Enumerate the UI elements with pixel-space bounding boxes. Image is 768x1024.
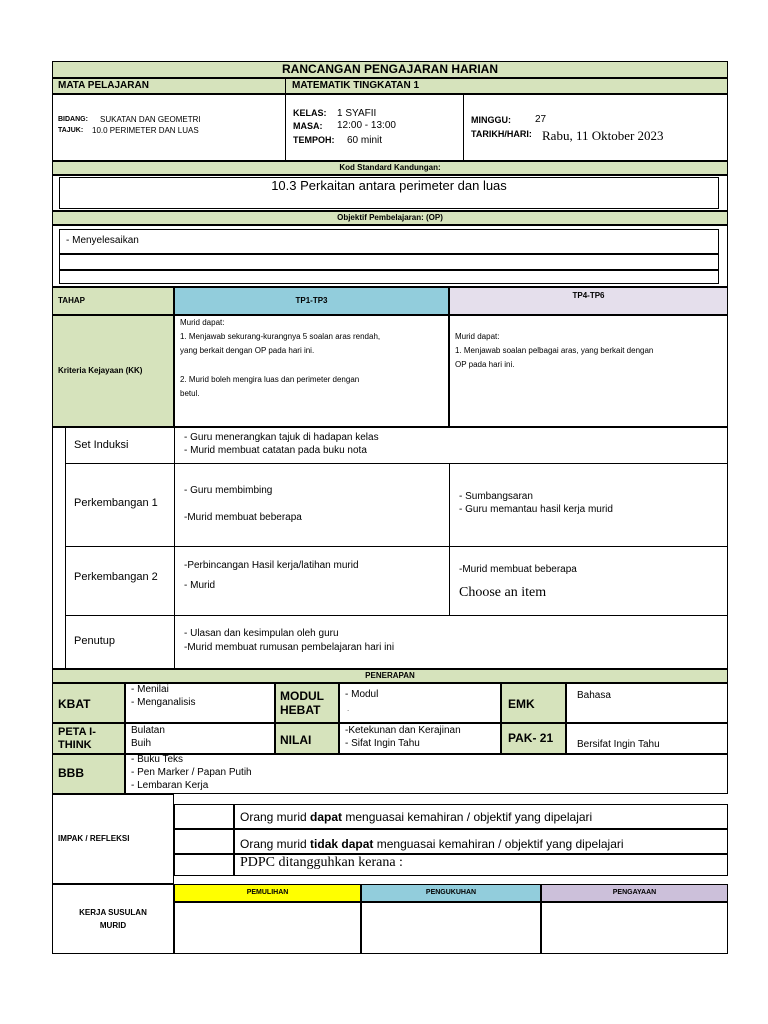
perk2-label: Perkembangan 2 bbox=[74, 571, 158, 583]
set-induksi-line: - Murid membuat catatan pada buku nota bbox=[184, 445, 367, 456]
subject-value: MATEMATIK TINGKATAN 1 bbox=[292, 80, 420, 91]
peta-label: PETA I-THINK bbox=[58, 726, 96, 751]
kk-left-line: 2. Murid boleh mengira luas dan perimeter dengan bbox=[180, 375, 360, 384]
emk-value: Bahasa bbox=[577, 690, 611, 701]
kk-right-line: OP pada hari ini. bbox=[455, 360, 515, 369]
impak-check-2[interactable] bbox=[174, 829, 234, 854]
kk-right-line: Murid dapat: bbox=[455, 332, 500, 341]
kbat-line: - Menilai bbox=[131, 684, 169, 695]
peta-line: Bulatan bbox=[131, 725, 165, 736]
pengukuhan-cell[interactable] bbox=[361, 902, 541, 954]
penutup-line: -Murid membuat rumusan pembelajaran hari ini bbox=[184, 642, 395, 653]
impak-row-2-text: Orang murid tidak dapat menguasai kemahiran / objektif yang dipelajari bbox=[240, 837, 624, 851]
tarikh-value: Rabu, 11 Oktober 2023 bbox=[542, 128, 664, 143]
peta-line: Buih bbox=[131, 738, 152, 749]
perk2-right-line: -Murid membuat beberapa bbox=[459, 564, 577, 575]
nilai-line: - Sifat Ingin Tahu bbox=[345, 738, 420, 749]
perk1-label: Perkembangan 1 bbox=[74, 497, 158, 509]
pengayaan-label: PENGAYAAN bbox=[612, 889, 657, 896]
tp4-label: TP4-TP6 bbox=[572, 291, 605, 300]
mata-pelajaran-label: MATA PELAJARAN bbox=[58, 80, 149, 91]
minggu-label: MINGGU: bbox=[471, 115, 511, 125]
objektif-label: Objektif Pembelajaran: (OP) bbox=[337, 213, 443, 222]
objektif-line-1: - Menyelesaikan bbox=[66, 235, 139, 246]
bidang-value: SUKATAN DAN GEOMETRI bbox=[100, 115, 201, 124]
tajuk-value: 10.0 PERIMETER DAN LUAS bbox=[92, 126, 199, 135]
tahap-label: TAHAP bbox=[58, 296, 85, 305]
penutup-line: - Ulasan dan kesimpulan oleh guru bbox=[184, 628, 339, 639]
pak-value: Bersifat Ingin Tahu bbox=[577, 739, 660, 750]
nilai-label: NILAI bbox=[280, 733, 312, 747]
kriteria-label: Kriteria Kejayaan (KK) bbox=[58, 366, 143, 375]
kod-label: Kod Standard Kandungan: bbox=[339, 163, 441, 172]
pengukuhan-label: PENGUKUHAN bbox=[425, 889, 477, 896]
kk-right-line: 1. Menjawab soalan pelbagai aras, yang berkait dengan bbox=[455, 346, 654, 355]
pengayaan-cell[interactable] bbox=[541, 902, 728, 954]
objektif-row-1 bbox=[59, 229, 719, 254]
masa-label: MASA: bbox=[293, 121, 323, 131]
set-induksi-line: - Guru menerangkan tajuk di hadapan kelas bbox=[184, 432, 379, 443]
bbb-label: BBB bbox=[58, 766, 84, 780]
penutup-label: Penutup bbox=[74, 635, 115, 647]
perk1-left-line: - Guru membimbing bbox=[184, 485, 273, 496]
emk-value-cell bbox=[566, 683, 728, 723]
pemulihan-cell[interactable] bbox=[174, 902, 361, 954]
kk-left-line: betul. bbox=[180, 389, 200, 398]
kbat-label: KBAT bbox=[58, 697, 91, 711]
objektif-row-2 bbox=[59, 254, 719, 270]
bbb-line: - Lembaran Kerja bbox=[131, 780, 209, 791]
kod-value: 10.3 Perkaitan antara perimeter dan luas bbox=[271, 178, 507, 193]
tarikh-label: TARIKH/HARI: bbox=[471, 129, 532, 139]
choose-an-item-dropdown[interactable]: Choose an item bbox=[459, 585, 547, 600]
masa-value: 12:00 - 13:00 bbox=[337, 120, 396, 131]
modul-line: . bbox=[347, 704, 350, 713]
kk-left-line: yang berkait dengan OP pada hari ini. bbox=[180, 346, 315, 355]
kelas-label: KELAS: bbox=[293, 108, 327, 118]
kelas-value: 1 SYAFII bbox=[337, 108, 377, 119]
perk2-left-line: - Murid bbox=[184, 580, 216, 591]
tp1-label: TP1-TP3 bbox=[295, 296, 328, 305]
kk-left-line: 1. Menjawab sekurang-kurangnya 5 soalan aras rendah, bbox=[180, 332, 381, 341]
tempoh-value: 60 minit bbox=[347, 135, 383, 146]
impak-check-3[interactable] bbox=[174, 854, 234, 876]
impak-check-1[interactable] bbox=[174, 804, 234, 829]
modul-line: - Modul bbox=[345, 689, 379, 700]
kerja-label: KERJA SUSULAN MURID bbox=[79, 908, 147, 930]
penerapan-label: PENERAPAN bbox=[365, 671, 415, 680]
minggu-value: 27 bbox=[535, 114, 547, 125]
bbb-line: - Buku Teks bbox=[131, 754, 184, 765]
objektif-row-3 bbox=[59, 270, 719, 284]
perk1-left-line: -Murid membuat beberapa bbox=[184, 512, 302, 523]
perk2-left-line: -Perbincangan Hasil kerja/latihan murid bbox=[184, 560, 359, 571]
pak-label: PAK- 21 bbox=[508, 731, 554, 745]
modul-label: MODUL HEBAT bbox=[280, 689, 324, 717]
pemulihan-label: PEMULIHAN bbox=[246, 889, 289, 896]
perk1-right-line: - Guru memantau hasil kerja murid bbox=[459, 504, 613, 515]
emk-label: EMK bbox=[508, 697, 535, 711]
tajuk-label: TAJUK: bbox=[58, 127, 84, 134]
tempoh-label: TEMPOH: bbox=[293, 135, 335, 145]
impak-label: IMPAK / REFLEKSI bbox=[58, 834, 130, 843]
bidang-label: BIDANG: bbox=[58, 116, 88, 123]
impak-row-3-text: PDPC ditangguhkan kerana : bbox=[240, 855, 403, 870]
perk1-right-line: - Sumbangsaran bbox=[459, 491, 533, 502]
kbat-line: - Menganalisis bbox=[131, 697, 196, 708]
nilai-line: -Ketekunan dan Kerajinan bbox=[345, 725, 461, 736]
kk-left-line: Murid dapat: bbox=[180, 318, 225, 327]
bbb-line: - Pen Marker / Papan Putih bbox=[131, 767, 252, 778]
set-induksi-label: Set Induksi bbox=[74, 439, 129, 451]
impak-row-1-text: Orang murid dapat menguasai kemahiran / objektif yang dipelajari bbox=[240, 810, 593, 824]
page-title: RANCANGAN PENGAJARAN HARIAN bbox=[281, 62, 498, 76]
